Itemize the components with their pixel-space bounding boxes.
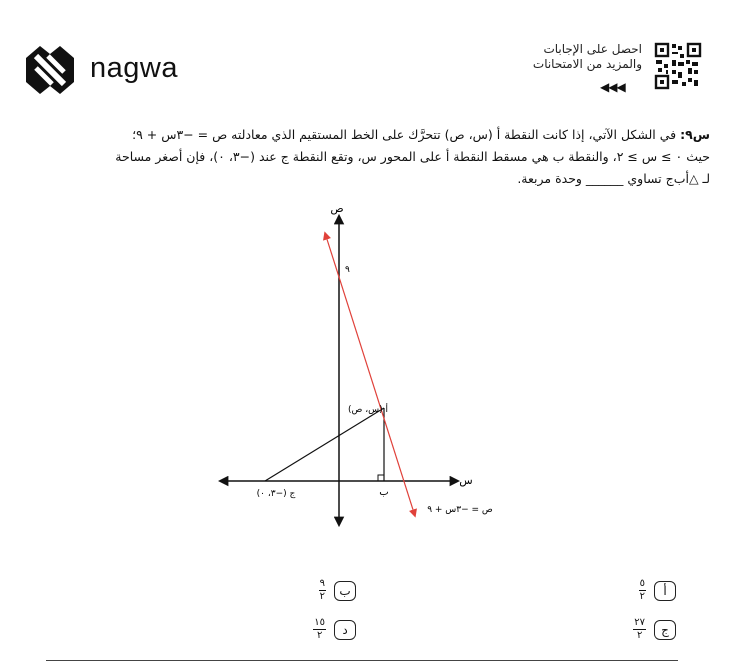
option-a-numerator: ٥ — [639, 578, 645, 589]
option-a-denominator: ٢ — [639, 591, 645, 602]
option-b-value — [319, 578, 326, 603]
segment-cj-to-a — [265, 408, 384, 481]
option-d-numerator: ١٥ — [314, 617, 325, 628]
brand-name: nagwa — [90, 52, 178, 84]
option-d-value — [313, 617, 326, 642]
y-intercept-label: ٩ — [345, 265, 350, 275]
option-b[interactable] — [319, 578, 356, 603]
option-c-letter: ج — [654, 620, 676, 640]
qr-code-icon[interactable] — [654, 42, 702, 90]
question-text — [40, 124, 710, 190]
coordinate-figure — [210, 200, 510, 530]
option-b-letter: ب — [334, 581, 356, 601]
option-a-letter: أ — [654, 581, 676, 601]
promo-arrows-icon: ◀◀◀ — [600, 80, 625, 94]
point-b-label: ب — [379, 487, 389, 498]
right-angle-marker — [378, 475, 384, 481]
option-b-denominator: ٢ — [319, 591, 325, 602]
option-a[interactable] — [639, 578, 676, 603]
point-c-label: ج (−٣، ٠) — [256, 489, 296, 499]
promo-text — [462, 42, 642, 72]
option-d-denominator: ٢ — [316, 630, 323, 641]
option-d-letter: د — [334, 620, 356, 640]
x-axis-label: س — [459, 474, 473, 487]
option-d[interactable] — [313, 617, 356, 642]
question-line-1: في الشكل الآتي، إذا كانت النقطة أ (س، ص) تتحرَّك على الخط المستقيم الذي معادلته ص = −٣س + ٩؛ — [132, 127, 681, 142]
option-c-numerator: ٢٧ — [634, 617, 645, 628]
option-c[interactable] — [633, 617, 676, 642]
bottom-divider — [46, 660, 678, 661]
option-c-value — [633, 617, 646, 642]
nagwa-logo-icon — [22, 42, 78, 98]
question-line-3: لـ △أب‌ج تساوي ______ وحدة مربعة. — [517, 171, 710, 186]
option-a-value — [639, 578, 646, 603]
y-axis-label: ص — [330, 202, 344, 215]
option-c-denominator: ٢ — [636, 630, 643, 641]
question-number: س٩: — [680, 127, 710, 142]
line-equation-label: ص = −٣س + ٩ — [427, 505, 493, 515]
promo-line-1: احصل على الإجابات — [543, 42, 642, 56]
question-line-2: حيث ٠ ≥ س ≥ ٢، والنقطة ب هي مسقط النقطة أ على المحور س، وتقع النقطة ج عند (−٣، ٠)، فإن أصغر مساحة — [115, 149, 710, 164]
point-a-label: أ (س، ص) — [347, 405, 388, 415]
option-b-numerator: ٩ — [319, 578, 325, 589]
promo-line-2: والمزيد من الامتحانات — [532, 57, 642, 71]
